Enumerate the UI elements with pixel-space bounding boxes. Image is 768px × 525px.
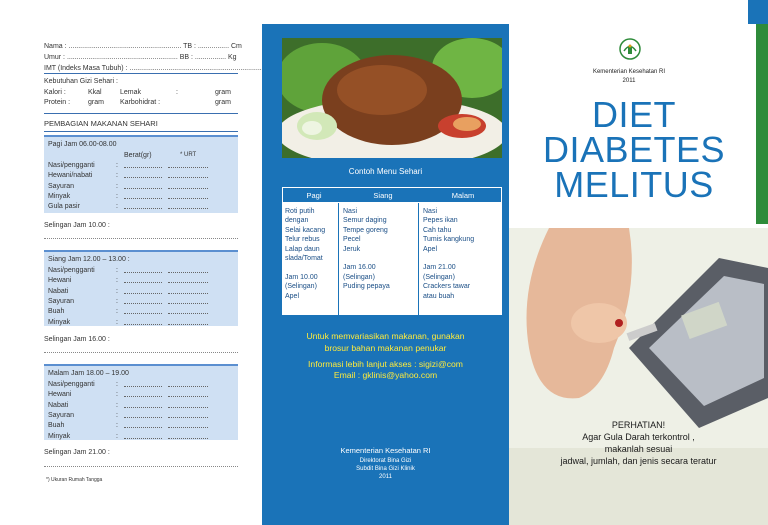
urt-input[interactable]	[168, 198, 208, 199]
meal-row	[48, 421, 238, 430]
food-group-label: Nasi/pengganti	[48, 162, 95, 169]
urt-input[interactable]	[168, 313, 208, 314]
urt-input[interactable]	[168, 396, 208, 397]
row-colon: :	[116, 162, 118, 169]
promo-line-3[interactable]: Informasi lebih lanjut akses : sigizi@com	[308, 359, 463, 369]
berat-input[interactable]	[124, 303, 162, 304]
meal-row	[48, 171, 238, 180]
meal-row	[48, 380, 238, 389]
footnote: *) Ukuran Rumah Tangga	[46, 477, 103, 483]
row-colon: :	[116, 287, 118, 295]
menu-table-header	[282, 187, 502, 203]
food-group-label: Minyak	[48, 192, 71, 200]
berat-input[interactable]	[124, 188, 162, 189]
title-diabetes: DIABETES	[542, 129, 726, 170]
ministry-logo-icon	[619, 38, 641, 60]
malam-time: Malam Jam 18.00 – 19.00	[48, 370, 129, 377]
food-group-label: Gula pasir	[48, 203, 80, 211]
urt-input[interactable]	[168, 272, 208, 273]
menu-table	[282, 187, 502, 315]
selingan-1600-label: Selingan Jam 16.00 :	[44, 336, 110, 343]
pagi-time: Pagi Jam 06.00-08.00	[48, 141, 117, 148]
menu-siang-column: Nasi Semur daging Tempe goreng Pecel Jeruk Jam 16.00 (Selingan) Puding pepaya	[343, 208, 390, 291]
meal-row	[48, 432, 238, 441]
meal-row	[48, 192, 238, 201]
meal-row	[48, 161, 238, 170]
promo-line-1: Untuk memvariasikan makanan, gunakan	[306, 331, 465, 341]
pagi-box	[44, 135, 238, 213]
food-group-label: Hewani	[48, 391, 72, 399]
selingan-1000-line[interactable]	[44, 238, 238, 239]
protein-unit: gram	[88, 99, 104, 106]
divider	[44, 131, 238, 132]
menu-col-divider	[418, 203, 419, 315]
urt-input[interactable]	[168, 282, 208, 283]
meal-row	[48, 401, 238, 410]
row-colon: :	[116, 203, 118, 211]
urt-input[interactable]	[168, 177, 208, 178]
food-group-label: Nabati	[48, 401, 69, 409]
meal-row	[48, 307, 238, 316]
back-ministry: Kementerian Kesehatan RI	[340, 446, 431, 455]
meal-row	[48, 276, 238, 285]
perhatian-title: PERHATIAN!	[611, 420, 666, 430]
menu-pagi-column: Roti putih dengan Selai kacang Telur rebus Lalap daun slada/Tomat Jam 10.00 (Selingan) Apel	[285, 208, 326, 300]
row-colon: :	[116, 297, 118, 305]
row-colon: :	[116, 318, 118, 326]
kalori-label: Kalori :	[44, 89, 66, 96]
row-colon: :	[116, 172, 118, 180]
perhatian-line-2: makanlah sesuai	[604, 444, 673, 454]
top-blue-strip	[748, 0, 768, 24]
urt-input[interactable]	[168, 438, 208, 439]
row-colon: :	[116, 308, 118, 316]
row-colon: :	[116, 411, 118, 419]
karbohidrat-label: Karbohidrat :	[120, 99, 161, 106]
food-group-label: Minyak	[48, 318, 71, 326]
imt-field[interactable]: IMT (Indeks Masa Tubuh) : ....................................................................	[44, 65, 262, 72]
menu-malam-column: Nasi Pepes ikan Cah tahu Tumis kangkung Apel Jam 21.00 (Selingan) Crackers tawar atau buah	[423, 208, 475, 300]
berat-input[interactable]	[124, 407, 162, 408]
selingan-1000-label: Selingan Jam 10.00 :	[44, 222, 110, 229]
food-group-label: Sayuran	[48, 182, 75, 190]
back-directorate: Direktorat Bina Gizi	[359, 458, 412, 464]
selingan-2100-label: Selingan Jam 21.00 :	[44, 449, 110, 456]
lemak-unit: gram	[215, 89, 231, 96]
selingan-2100-line[interactable]	[44, 466, 238, 467]
menu-title: Contoh Menu Sehari	[348, 167, 423, 176]
row-colon: :	[116, 401, 118, 409]
berat-input[interactable]	[124, 324, 162, 325]
row-colon: :	[116, 432, 118, 440]
berat-input[interactable]	[124, 417, 162, 418]
meal-row	[48, 297, 238, 306]
urt-input[interactable]	[168, 417, 208, 418]
right-panel	[509, 0, 768, 525]
urt-input[interactable]	[168, 407, 208, 408]
divider	[44, 73, 238, 74]
urt-input[interactable]	[168, 167, 208, 168]
kkal-unit: Kkal	[88, 89, 102, 96]
back-year: 2011	[379, 474, 392, 480]
urt-input[interactable]	[168, 427, 208, 428]
nutrition-heading: Kebutuhan Gizi Sehari :	[44, 78, 118, 85]
divider	[44, 113, 238, 114]
division-title: PEMBAGIAN MAKANAN SEHARI	[44, 119, 158, 128]
food-group-label: Nabati	[48, 287, 69, 295]
food-group-label: Nasi/pengganti	[48, 381, 95, 388]
urt-header: * URT	[180, 152, 197, 158]
siang-box	[44, 250, 238, 326]
berat-input[interactable]	[124, 313, 162, 314]
berat-input[interactable]	[124, 396, 162, 397]
meal-row	[48, 202, 238, 211]
food-group-label: Hewani/nabati	[48, 172, 93, 180]
back-subdit: Subdit Bina Gizi Klinik	[356, 466, 415, 472]
nama-field[interactable]: Nama : .......................................................... TB : ................ Cm	[44, 43, 242, 50]
berat-input[interactable]	[124, 293, 162, 294]
urt-input[interactable]	[168, 188, 208, 189]
berat-input[interactable]	[124, 386, 162, 387]
urt-input[interactable]	[168, 324, 208, 325]
berat-input[interactable]	[124, 167, 162, 168]
food-group-label: Hewani	[48, 277, 72, 285]
berat-input[interactable]	[124, 438, 162, 439]
berat-input[interactable]	[124, 177, 162, 178]
row-colon: :	[116, 277, 118, 285]
cover-year: 2011	[622, 78, 636, 84]
perhatian-line-3: jadwal, jumlah, dan jenis secara teratur	[560, 456, 717, 466]
glucose-meter-image	[509, 228, 768, 525]
urt-input[interactable]	[168, 303, 208, 304]
cover-ministry: Kementerian Kesehatan RI	[592, 69, 666, 75]
selingan-1600-line[interactable]	[44, 352, 238, 353]
food-group-label: Sayuran	[48, 297, 75, 305]
left-panel	[0, 0, 262, 525]
top-margin	[262, 0, 509, 24]
green-side-bar	[756, 24, 768, 224]
karbohidrat-unit: gram	[215, 99, 231, 106]
row-colon: :	[116, 381, 118, 388]
title-diet: DIET	[591, 94, 676, 135]
malam-box	[44, 364, 238, 440]
menu-header-malam: Malam	[451, 191, 475, 200]
row-colon: :	[116, 267, 118, 274]
urt-input[interactable]	[168, 293, 208, 294]
food-group-label: Sayuran	[48, 411, 75, 419]
berat-input[interactable]	[124, 272, 162, 273]
promo-line-4[interactable]: Email : gklinis@yahoo.com	[333, 370, 438, 380]
row-colon: :	[116, 182, 118, 190]
berat-input[interactable]	[124, 198, 162, 199]
urt-input[interactable]	[168, 386, 208, 387]
protein-label: Protein :	[44, 99, 71, 106]
title-melitus: MELITUS	[554, 164, 714, 205]
food-group-label: Nasi/pengganti	[48, 267, 95, 274]
perhatian-line-1: Agar Gula Darah terkontrol ,	[582, 432, 695, 442]
middle-panel	[262, 0, 509, 525]
menu-header-siang: Siang	[373, 191, 393, 200]
menu-header-pagi: Pagi	[306, 191, 322, 200]
berat-input[interactable]	[124, 427, 162, 428]
urt-input[interactable]	[168, 208, 208, 209]
lemak-label: Lemak	[120, 89, 142, 96]
berat-header: Berat(gr)	[124, 152, 152, 159]
meal-row	[48, 266, 238, 275]
menu-col-divider	[338, 203, 339, 315]
fried-rice-image	[282, 38, 502, 158]
meal-row	[48, 411, 238, 420]
food-group-label: Buah	[48, 308, 65, 316]
promo-line-2: brosur bahan makanan penukar	[324, 343, 447, 353]
lemak-colon: :	[176, 89, 178, 96]
berat-input[interactable]	[124, 282, 162, 283]
food-group-label: Minyak	[48, 432, 71, 440]
row-colon: :	[116, 391, 118, 399]
row-colon: :	[116, 422, 118, 430]
siang-time: Siang Jam 12.00 – 13.00 :	[48, 256, 130, 263]
meal-row	[48, 318, 238, 327]
meal-row	[48, 182, 238, 191]
berat-input[interactable]	[124, 208, 162, 209]
row-colon: :	[116, 192, 118, 200]
meal-row	[48, 287, 238, 296]
meal-row	[48, 390, 238, 399]
umur-field[interactable]: Umur : ......................................................... BB : ................ Kg	[44, 54, 237, 61]
food-group-label: Buah	[48, 422, 65, 430]
